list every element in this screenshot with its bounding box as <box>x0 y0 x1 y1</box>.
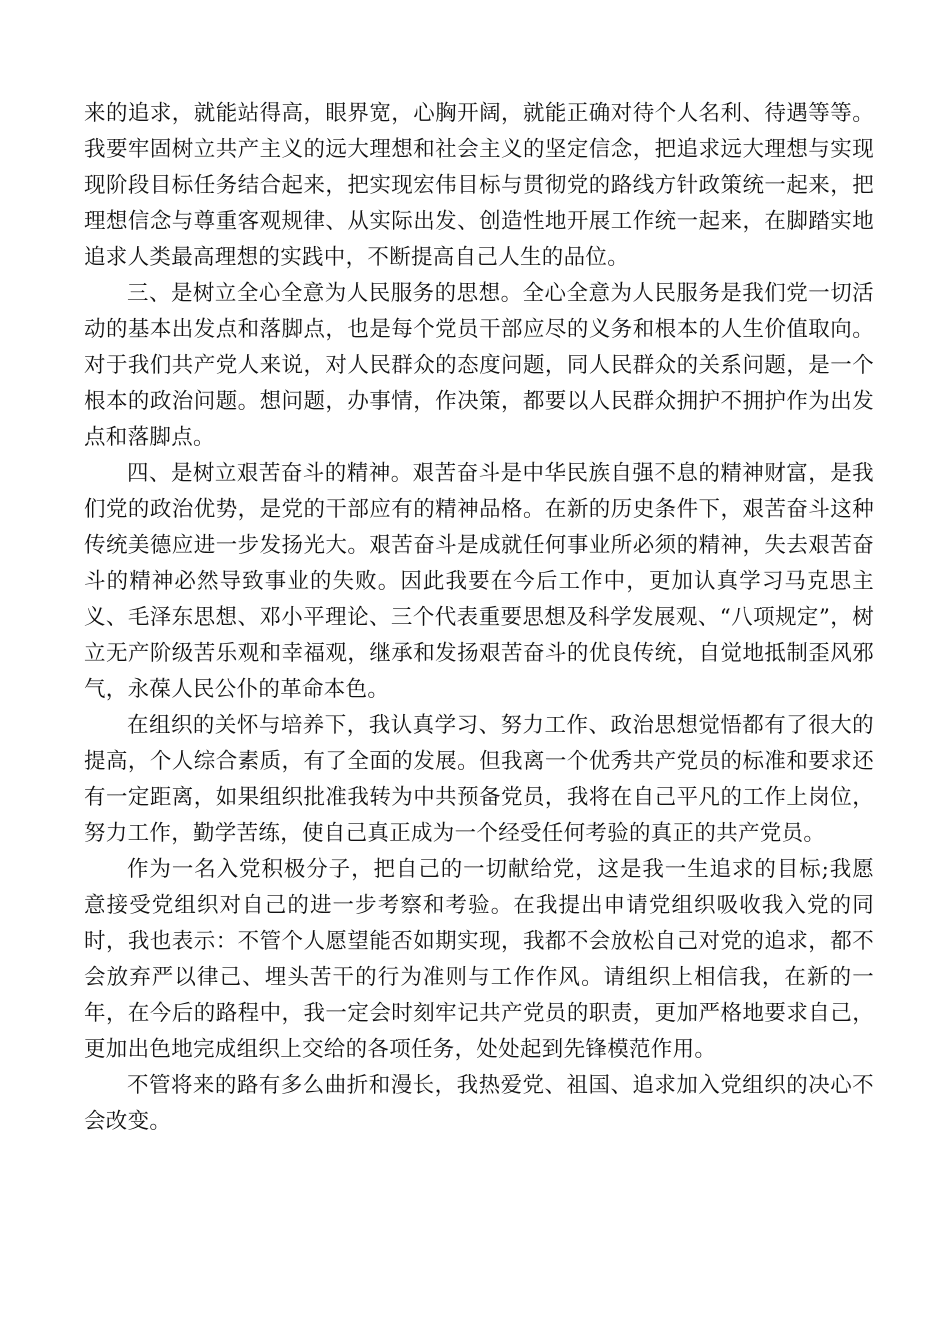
paragraph-determination: 不管将来的路有多么曲折和漫长，我热爱党、祖国、追求加入党组织的决心不会改变。 <box>84 1073 874 1134</box>
paragraph-activist-goal: 作为一名入党积极分子，把自己的一切献给党，这是我一生追求的目标;我愿意接受党组织对自己的进一步考察和考验。在我提出申请党组织吸收我入党的同时，我也表示：不管个人愿望能否如期实现，我都不会放松自己对党的追求，都不会放弃严以律己、埋头苦干的行为准则与工作作风。请组织上相信我，在新的一年，在今后的路程中，我一定会时刻牢记共产党员的职责，更加严格地要求自己，更加出色地完成组织上交给的各项任务，处处起到先锋模范作用。 <box>84 857 874 1062</box>
paragraph-continuation: 来的追求，就能站得高，眼界宽，心胸开阔，就能正确对待个人名利、待遇等等。我要牢固树立共产主义的远大理想和社会主义的坚定信念，把追求远大理想与实现现阶段目标任务结合起来，把实现宏伟目标与贯彻党的路线方针政策统一起来，把理想信念与尊重客观规律、从实际出发、创造性地开展工作统一起来，在脚踏实地追求人类最高理想的实践中，不断提高自己人生的品位。 <box>84 101 874 270</box>
document-body <box>84 96 874 1140</box>
paragraph-organization-care: 在组织的关怀与培养下，我认真学习、努力工作、政治思想觉悟都有了很大的提高，个人综合素质，有了全面的发展。但我离一个优秀共产党员的标准和要求还有一定距离，如果组织批准我转为中共预备党员，我将在自己平凡的工作上岗位，努力工作，勤学苦练，使自己真正成为一个经受任何考验的真正的共产党员。 <box>84 713 874 846</box>
paragraph-hard-work: 四、是树立艰苦奋斗的精神。艰苦奋斗是中华民族自强不息的精神财富，是我们党的政治优势，是党的干部应有的精神品格。在新的历史条件下，艰苦奋斗这种传统美德应进一步发扬光大。艰苦奋斗是成就任何事业所必须的精神，失去艰苦奋斗的精神必然导致事业的失败。因此我要在今后工作中，更加认真学习马克思主义、毛泽东思想、邓小平理论、三个代表重要思想及科学发展观、“八项规定”，树立无产阶级苦乐观和幸福观，继承和发扬艰苦奋斗的优良传统，自觉地抵制歪风邪气，永葆人民公仆的革命本色。 <box>84 461 874 702</box>
paragraph-serve-people: 三、是树立全心全意为人民服务的思想。全心全意为人民服务是我们党一切活动的基本出发点和落脚点，也是每个党员干部应尽的义务和根本的人生价值取向。对于我们共产党人来说，对人民群众的态度问题，同人民群众的关系问题，是一个根本的政治问题。想问题，办事情，作决策，都要以人民群众拥护不拥护作为出发点和落脚点。 <box>84 281 874 450</box>
